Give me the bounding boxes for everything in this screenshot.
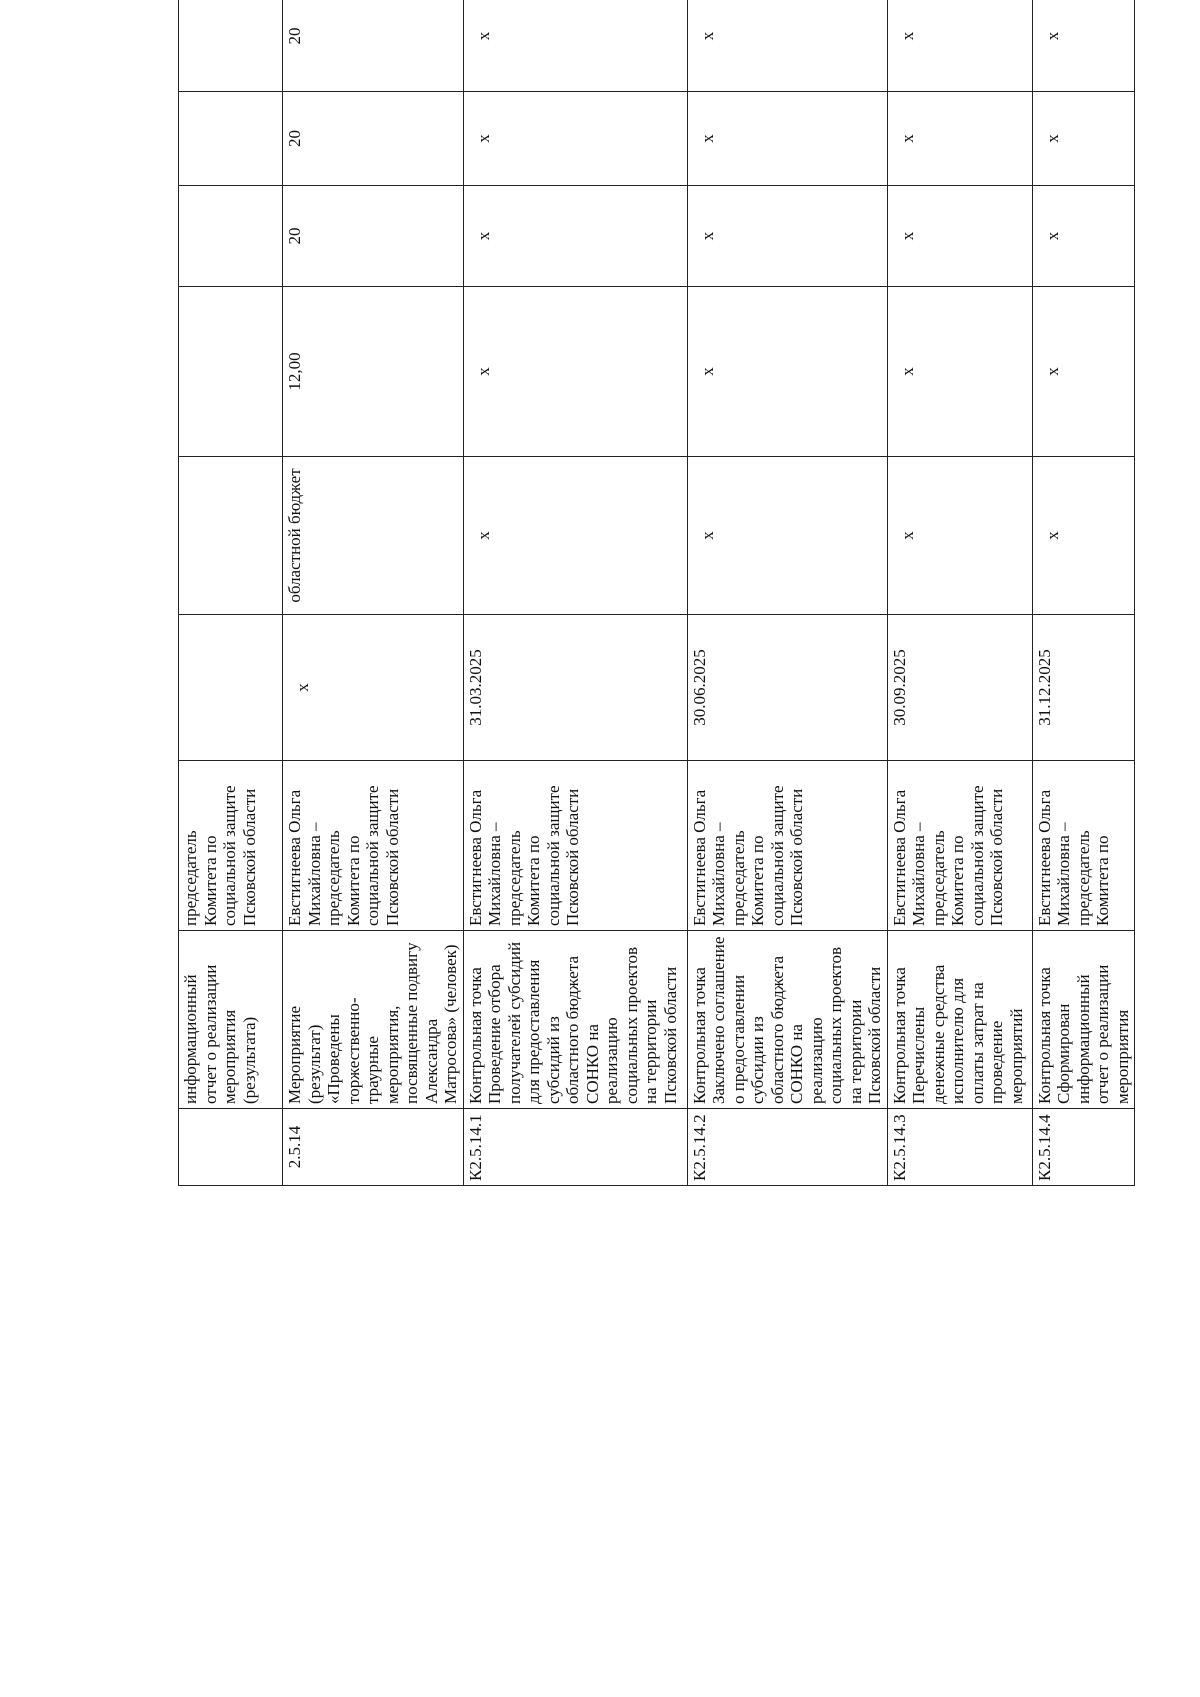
cell-responsible: Евстигнеева Ольга Михайловна – председатель Комитета по социальной защите Псковской области — [887, 761, 1032, 931]
cell-date: х — [283, 615, 464, 761]
cell-year-1: х — [1032, 186, 1135, 287]
cell-total: х — [463, 287, 687, 457]
cell-year-1: х — [687, 186, 887, 287]
plan-table — [178, 0, 1135, 1186]
table-row — [687, 0, 887, 1186]
cell-date — [179, 615, 283, 761]
cell-total: х — [687, 287, 887, 457]
cell-year-2: х — [687, 92, 887, 186]
rotated-document — [178, 27, 1132, 1186]
cell-total: х — [1032, 287, 1135, 457]
cell-name: Контрольная точка Заключено соглашение о предоставлении субсидии из областного бюджета СОНКО на реализацию социальных проектов на территории Псковской области — [687, 931, 887, 1109]
cell-name: Контрольная точка Перечислены денежные средства исполнителю для оплаты затрат на проведение мероприятий — [887, 931, 1032, 1109]
cell-year-1: х — [463, 186, 687, 287]
cell-year-1 — [179, 186, 283, 287]
cell-name: информационный отчет о реализации мероприятия (результата) — [179, 931, 283, 1109]
cell-year-1: 20 — [283, 186, 464, 287]
cell-num: 2.5.14 — [283, 1109, 464, 1186]
table-row — [463, 0, 687, 1186]
cell-num: К2.5.14.3 — [887, 1109, 1032, 1186]
cell-total — [179, 287, 283, 457]
table-row — [179, 0, 283, 1186]
cell-source: х — [463, 457, 687, 615]
cell-responsible: Евстигнеева Ольга Михайловна – председатель Комитета по социальной защите Псковской области — [463, 761, 687, 931]
cell-year-3: х — [687, 0, 887, 92]
cell-name: Мероприятие (результат) «Проведены торжественно-траурные мероприятия, посвященные подвигу Александра Матросова» (человек) — [283, 931, 464, 1109]
cell-name: Контрольная точка Проведение отбора получателей субсидий для предоставления субсидий из областного бюджета СОНКО на реализацию социальных проектов на территории Псковской области — [463, 931, 687, 1109]
cell-source: х — [1032, 457, 1135, 615]
cell-name: Контрольная точка Сформирован информационный отчет о реализации мероприятия — [1032, 931, 1135, 1109]
cell-year-2: х — [1032, 92, 1135, 186]
cell-year-3: х — [1032, 0, 1135, 92]
cell-year-1: х — [887, 186, 1032, 287]
cell-num — [179, 1109, 283, 1186]
cell-year-3: х — [463, 0, 687, 92]
cell-date: 30.06.2025 — [687, 615, 887, 761]
cell-responsible: Евстигнеева Ольга Михайловна – председатель Комитета по — [1032, 761, 1135, 931]
cell-year-2: 20 — [283, 92, 464, 186]
cell-date: 31.03.2025 — [463, 615, 687, 761]
table-row — [887, 0, 1032, 1186]
cell-total: х — [887, 287, 1032, 457]
cell-date: 31.12.2025 — [1032, 615, 1135, 761]
cell-year-3: х — [887, 0, 1032, 92]
cell-year-3 — [179, 0, 283, 92]
cell-responsible: Евстигнеева Ольга Михайловна – председатель Комитета по социальной защите Псковской области — [283, 761, 464, 931]
cell-year-3: 20 — [283, 0, 464, 92]
table-row — [1032, 0, 1135, 1186]
cell-source: х — [687, 457, 887, 615]
cell-source — [179, 457, 283, 615]
cell-source: х — [887, 457, 1032, 615]
cell-year-2: х — [463, 92, 687, 186]
cell-source: областной бюджет — [283, 457, 464, 615]
cell-num: К2.5.14.4 — [1032, 1109, 1135, 1186]
cell-date: 30.09.2025 — [887, 615, 1032, 761]
cell-responsible: председатель Комитета по социальной защите Псковской области — [179, 761, 283, 931]
cell-year-2: х — [887, 92, 1032, 186]
cell-num: К2.5.14.1 — [463, 1109, 687, 1186]
cell-num: К2.5.14.2 — [687, 1109, 887, 1186]
table-row — [283, 0, 464, 1186]
cell-responsible: Евстигнеева Ольга Михайловна – председатель Комитета по социальной защите Псковской области — [687, 761, 887, 931]
cell-total: 12,00 — [283, 287, 464, 457]
cell-year-2 — [179, 92, 283, 186]
